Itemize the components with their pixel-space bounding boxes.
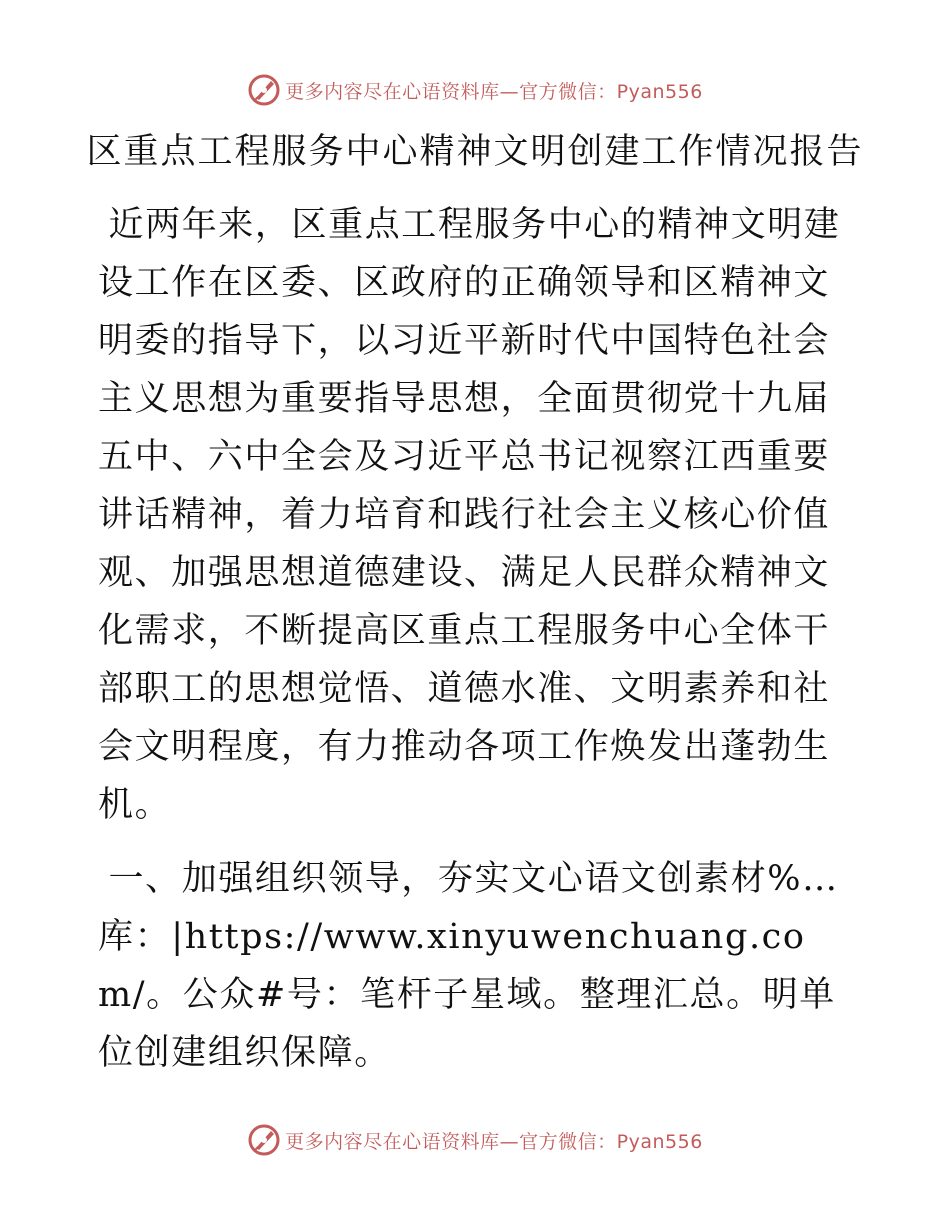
- document-title: 区重点工程服务中心精神文明创建工作情况报告: [86, 132, 864, 172]
- quill-logo-icon: [247, 73, 281, 107]
- paragraph-intro: 近两年来，区重点工程服务中心的精神文明建设工作在区委、区政府的正确领导和区精神文明委的指导下，以习近平新时代中国特色社会主义思想为重要指导思想，全面贯彻党十九届五中、六中全会及习近平总书记视察江西重要讲话精神，着力培育和践行社会主义核心价值观、加强思想道德建设、满足人民群众精神文化需求，不断提高区重点工程服务中心全体干部职工的思想觉悟、道德水准、文明素养和社会文明程度，有力推动各项工作焕发出蓬勃生机。: [98, 205, 841, 825]
- footer-watermark: [0, 1120, 950, 1160]
- header-watermark-text: 更多内容尽在心语资料库—官方微信：Pyan556: [285, 80, 703, 103]
- footer-watermark-text: 更多内容尽在心语资料库—官方微信：Pyan556: [285, 1130, 703, 1153]
- header-watermark: [0, 70, 950, 110]
- document-body: [98, 196, 858, 1082]
- quill-logo-icon: [247, 1123, 281, 1157]
- paragraph-section-1: 一、加强组织领导，夯实文心语文创素材%…库：|https://www.xinyuwenchuang.com/。公众#号：笔杆子星域。整理汇总。明单位创建组织保障。: [98, 859, 839, 1073]
